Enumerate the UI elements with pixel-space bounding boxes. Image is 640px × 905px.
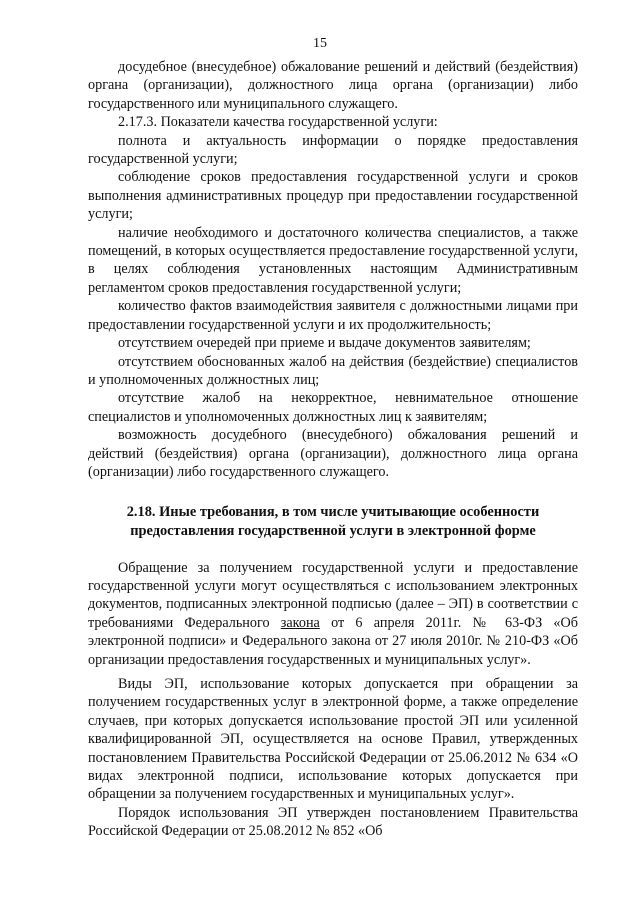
paragraph-interactions-count: количество фактов взаимодействия заявителя с должностными лицами при предоставлении государственной услуги и их продолжительность; bbox=[88, 298, 578, 333]
paragraph-signature-usage-order: Порядок использования ЭП утвержден постановлением Правительства Российской Федерации от 25.08.2012 № 852 «Об bbox=[88, 804, 578, 840]
paragraph-electronic-documents bbox=[88, 559, 578, 669]
paragraph-appeal-intro: досудебное (внесудебное) обжалование решений и действий (бездействия) органа (организации), должностного лица органа (организации) либо государственного или муниципального служащего. bbox=[88, 59, 578, 112]
paragraph-pretrial-appeal: возможность досудебного (внесудебного) обжалования решений и действий (бездействия) органа (организации), должностного лица органа (организации) либо государственного служащего. bbox=[88, 427, 578, 480]
section-heading-2-18 bbox=[88, 503, 578, 540]
document-body bbox=[88, 58, 578, 841]
paragraph-info-completeness: полнота и актуальность информации о порядке предоставления государственной услуги; bbox=[88, 132, 578, 168]
paragraph-electronic-documents-text-1: Обращение за получением государственной услуги и предоставление государственной услуги могут осуществляться с использованием электронных документов, подписанных электронной подписью (далее – ЭП) в соответствии с требованиями Федерального bbox=[88, 559, 578, 631]
paragraph-no-queues: отсутствием очередей при приеме и выдаче документов заявителям; bbox=[118, 335, 531, 352]
paragraph-signature-types: Виды ЭП, использование которых допускается при обращении за получением государственных услуг в электронной форме, а также определение случаев, при которых допускается использование простой ЭП или усиленной квалифицированной ЭП, осуществляется на основе Правил, утвержденных постановлением Правительства Российской Федерации от 25.06.2012 № 634 «О видах электронной подписи, использование которых допускается при обращении за получением государственных и муниципальных услуг». bbox=[88, 675, 578, 803]
paragraph-quality-indicators-title: 2.17.3. Показатели качества государственной услуги: bbox=[118, 114, 438, 131]
section-heading-line-1: 2.18. Иные требования, в том числе учитывающие особенности bbox=[126, 504, 540, 521]
section-heading-line-2: предоставления государственной услуги в электронной форме bbox=[130, 522, 536, 539]
paragraph-electronic-documents-text-2: от 6 апреля 2011г. № 63-ФЗ «Об электронной подписи» и Федерального закона от 27 июля 2010г. № 210-ФЗ «Об организации предоставления государственных и муниципальных услуг». bbox=[88, 614, 578, 668]
paragraph-no-incorrect-treatment: отсутствие жалоб на некорректное, невнимательное отношение специалистов и уполномоченных должностных лиц к заявителям; bbox=[88, 390, 578, 425]
federal-law-link[interactable]: закона bbox=[280, 614, 320, 631]
page-number: 15 bbox=[313, 36, 327, 51]
paragraph-deadlines: соблюдение сроков предоставления государственной услуги и сроков выполнения административных процедур при предоставлении государственной услуги; bbox=[88, 169, 578, 223]
paragraph-no-complaints: отсутствием обоснованных жалоб на действия (бездействие) специалистов и уполномоченных должностных лиц; bbox=[88, 353, 578, 388]
paragraph-specialists-premises: наличие необходимого и достаточного количества специалистов, а также помещений, в которых осуществляется предоставление государственной услуги, в целях соблюдения установленных настоящим Административным регламентом сроков предоставления государственной услуги; bbox=[88, 224, 578, 296]
